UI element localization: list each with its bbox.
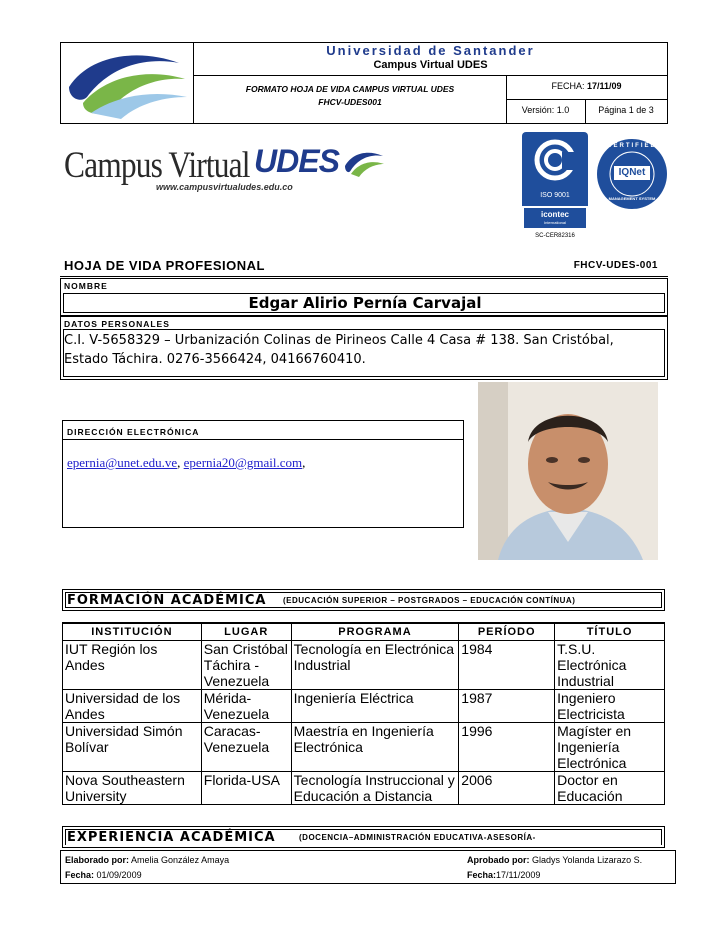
approved-by-label: Aprobado por: bbox=[467, 855, 530, 865]
name-section bbox=[60, 278, 668, 316]
udes-wordmark: UDES bbox=[254, 143, 339, 179]
icontec-iso-logo bbox=[522, 132, 588, 230]
campus-name: Campus Virtual UDES bbox=[373, 59, 488, 71]
profile-photo bbox=[478, 382, 658, 560]
cell-place: Mérida-Venezuela bbox=[201, 689, 291, 722]
elaborated-date bbox=[65, 870, 142, 880]
certificate-code: SC-CER82316 bbox=[535, 233, 575, 239]
iqnet-top-text: CERTIFIED bbox=[607, 143, 657, 149]
cell-institution: Universidad de los Andes bbox=[63, 689, 202, 722]
cell-program: Ingeniería Eléctrica bbox=[291, 689, 459, 722]
iqnet-name: IQNet bbox=[618, 167, 646, 178]
format-line-2: FHCV-UDES001 bbox=[318, 97, 382, 107]
divider bbox=[194, 75, 667, 76]
cell-title: Ingeniero Electricista bbox=[555, 689, 665, 722]
divider bbox=[506, 99, 667, 100]
education-table bbox=[62, 622, 665, 805]
approved-date bbox=[467, 870, 540, 880]
divider bbox=[60, 276, 668, 277]
icontec-text: icontec bbox=[540, 210, 569, 219]
page-number: Página 1 de 3 bbox=[598, 105, 654, 115]
personal-data-text: C.I. V-5658329 – Urbanización Colinas de Pirineos Calle 4 Casa # 138. San Cristóbal, Estado Táchira. 0276-3566424, 04166760410. bbox=[64, 333, 614, 367]
udes-swoosh-logo bbox=[61, 43, 194, 123]
approved-by-name: Gladys Yolanda Lizarazo S. bbox=[532, 855, 643, 865]
full-name: Edgar Alirio Pernía Carvajal bbox=[248, 294, 482, 312]
elaborated-by-label: Elaborado por: bbox=[65, 855, 130, 865]
cell-title: T.S.U. Electrónica Industrial bbox=[555, 640, 665, 689]
cell-period: 2006 bbox=[459, 771, 555, 804]
email-separator: , bbox=[177, 455, 184, 470]
cell-place: Florida-USA bbox=[201, 771, 291, 804]
col-period: PERÍODO bbox=[459, 623, 555, 640]
cell-period: 1984 bbox=[459, 640, 555, 689]
cell-program: Maestría en Ingeniería Electrónica bbox=[291, 722, 459, 771]
cell-place: Caracas-Venezuela bbox=[201, 722, 291, 771]
cell-institution: Nova Southeastern University bbox=[63, 771, 202, 804]
date-value: 17/11/09 bbox=[586, 81, 622, 91]
iqnet-certified-logo bbox=[596, 138, 668, 210]
education-header bbox=[62, 589, 665, 611]
education-subtitle: (EDUCACIÓN SUPERIOR – POSTGRADOS – EDUCACIÓN CONTÍNUA) bbox=[283, 596, 576, 605]
name-label: NOMBRE bbox=[64, 281, 108, 291]
format-title bbox=[194, 83, 506, 109]
experience-header bbox=[62, 826, 665, 848]
email-link-secondary[interactable]: epernia20@gmail.com bbox=[183, 455, 303, 470]
campus-url: www.campusvirtualudes.edu.co bbox=[156, 182, 293, 192]
header-date bbox=[506, 81, 667, 91]
approved-by bbox=[467, 855, 642, 865]
university-name: Universidad de Santander bbox=[326, 43, 535, 58]
cv-title-row bbox=[64, 258, 658, 273]
email-section bbox=[62, 420, 464, 528]
table-row bbox=[63, 640, 665, 689]
cv-code: FHCV-UDES-001 bbox=[573, 260, 658, 271]
table-row bbox=[63, 722, 665, 771]
iso-text: ISO 9001 bbox=[540, 192, 570, 199]
version-label: Versión: 1.0 bbox=[521, 105, 570, 115]
table-header-row bbox=[63, 623, 665, 640]
experience-title: EXPERIENCIA ACADÉMICA bbox=[67, 830, 276, 845]
cell-title: Doctor en Educación bbox=[555, 771, 665, 804]
cell-program: Tecnología en Electrónica Industrial bbox=[291, 640, 459, 689]
cv-title: HOJA DE VIDA PROFESIONAL bbox=[64, 258, 266, 273]
cell-program: Tecnología Instruccional y Educación a Distancia bbox=[291, 771, 459, 804]
table-row bbox=[63, 689, 665, 722]
elaborated-date-label: Fecha: bbox=[65, 870, 95, 880]
personal-data-label: DATOS PERSONALES bbox=[64, 319, 170, 329]
approved-date-label: Fecha: bbox=[467, 870, 497, 880]
education-title: FORMACIÓN ACADÉMICA bbox=[67, 593, 267, 608]
col-title: TÍTULO bbox=[555, 623, 665, 640]
approved-date-value: 17/11/2009 bbox=[496, 870, 541, 880]
elaborated-by-name: Amelia González Amaya bbox=[131, 855, 230, 865]
experience-subtitle: (DOCENCIA–ADMINISTRACIÓN EDUCATIVA-ASESORÍA- bbox=[299, 833, 536, 842]
iqnet-bottom-text: MANAGEMENT SYSTEM bbox=[608, 196, 656, 201]
divider bbox=[63, 439, 463, 440]
personal-data-section bbox=[60, 316, 668, 380]
cell-period: 1987 bbox=[459, 689, 555, 722]
email-link-primary[interactable]: epernia@unet.edu.ve bbox=[67, 455, 178, 470]
udes-small-swoosh-icon bbox=[343, 148, 385, 183]
date-label: FECHA: bbox=[551, 81, 585, 91]
col-institution: INSTITUCIÓN bbox=[63, 623, 202, 640]
elaborated-date-value: 01/09/2009 bbox=[96, 870, 142, 880]
format-line-1: FORMATO HOJA DE VIDA CAMPUS VIRTUAL UDES bbox=[245, 84, 455, 94]
col-place: LUGAR bbox=[201, 623, 291, 640]
document-header bbox=[60, 42, 668, 124]
cell-institution: IUT Región los Andes bbox=[63, 640, 202, 689]
email-line bbox=[67, 455, 305, 471]
icontec-sub-text: International bbox=[543, 220, 566, 225]
cell-place: San Cristóbal Táchira - Venezuela bbox=[201, 640, 291, 689]
campus-virtual-wordmark: Campus Virtual bbox=[64, 145, 250, 186]
cell-period: 1996 bbox=[459, 722, 555, 771]
email-label: DIRECCIÓN ELECTRÓNICA bbox=[67, 427, 200, 437]
elaborated-by bbox=[65, 855, 229, 865]
col-program: PROGRAMA bbox=[291, 623, 459, 640]
cell-institution: Universidad Simón Bolívar bbox=[63, 722, 202, 771]
table-row bbox=[63, 771, 665, 804]
document-footer bbox=[60, 850, 676, 884]
email-trailing: , bbox=[302, 455, 306, 470]
cell-title: Magíster en Ingeniería Electrónica bbox=[555, 722, 665, 771]
